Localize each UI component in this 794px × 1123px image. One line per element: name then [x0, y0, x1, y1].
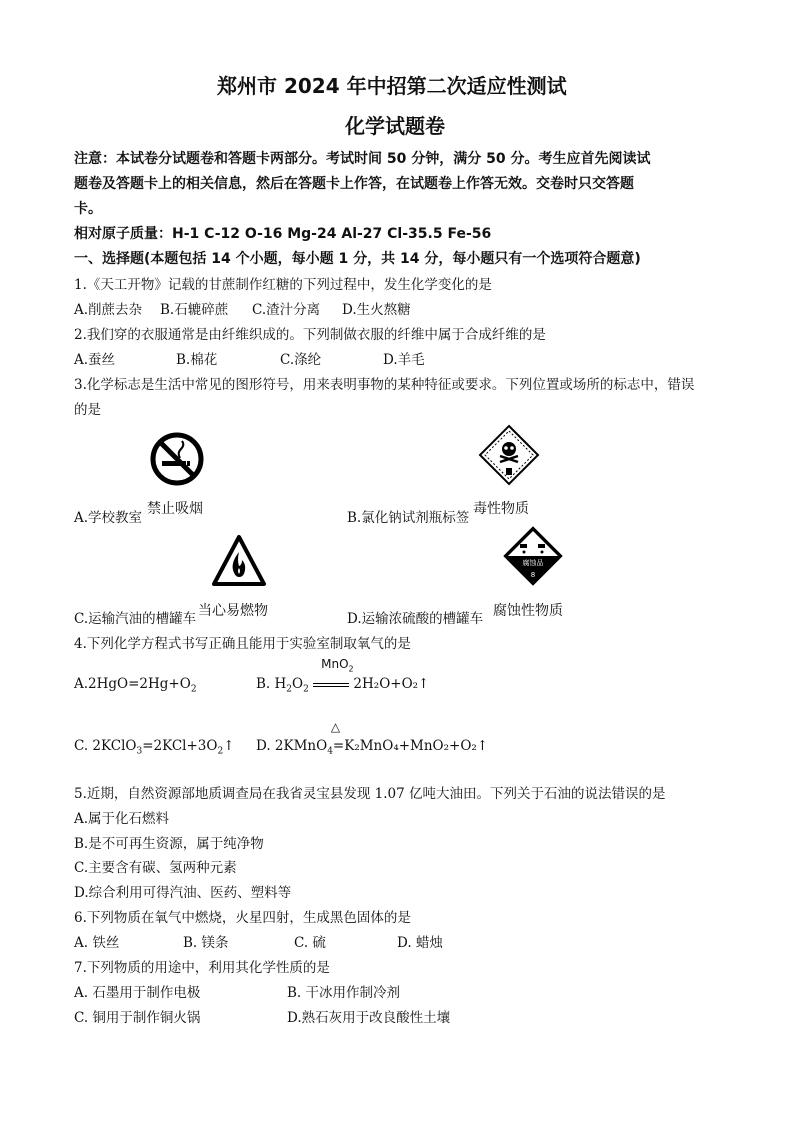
q4-d-heat-triangle: △ — [330, 720, 341, 734]
q5-option-c: C.主要含有碳、氢两种元素 — [74, 860, 237, 876]
q4-c-sub-2: 2 — [217, 746, 224, 757]
q4-a-equation: A.2HgO=2Hg+O — [74, 676, 191, 692]
question-3-stem-line-1: 3.化学标志是生活中常见的图形符号，用来表明事物的某种特征或要求。下列位置或场所的标志中，错误 — [74, 377, 695, 393]
q6-option-d: D. 蜡烛 — [397, 935, 443, 951]
q4-a-subscript: 2 — [190, 684, 197, 695]
corrosive-substance-sign-icon — [502, 525, 564, 587]
q2-option-b: B.棉花 — [176, 352, 218, 368]
svg-text:8: 8 — [530, 571, 536, 579]
q3-sign-a-caption: 禁止吸烟 — [147, 501, 203, 517]
q7-option-c: C. 铜用于制作铜火锅 — [74, 1010, 201, 1026]
q3-sign-b-caption: 毒性物质 — [473, 501, 529, 517]
question-6-stem: 6.下列物质在氧气中燃烧，火星四射，生成黑色固体的是 — [74, 910, 411, 926]
q4-b-reaction-arrow — [313, 656, 354, 692]
q7-option-a: A. 石墨用于制作电极 — [74, 985, 201, 1001]
question-4-stem: 4.下列化学方程式书写正确且能用于实验室制取氧气的是 — [74, 636, 411, 652]
q2-option-a: A.蚕丝 — [74, 352, 116, 368]
q4-b-products: 2H₂O+O₂↑ — [353, 676, 430, 692]
question-2-stem: 2.我们穿的衣服通常是由纤维织成的。下列制做衣服的纤维中属于合成纤维的是 — [74, 327, 546, 343]
q4-c-products: =2KCl+3O — [142, 738, 218, 754]
q3-option-c: C.运输汽油的槽罐车 — [74, 611, 197, 627]
q5-option-a: A.属于化石燃料 — [74, 811, 170, 827]
q4-b-catalyst — [321, 657, 354, 673]
section-heading: 一、选择题(本题包括 14 个小题，每小题 1 分，共 14 分，每小题只有一个选项符合题意) — [74, 251, 641, 267]
exam-title: 郑州市 2024 年中招第二次适应性测试 — [217, 74, 567, 98]
q7-option-b: B. 干冰用作制冷剂 — [287, 985, 401, 1001]
q4-d-sub: 4 — [327, 746, 333, 757]
q4-option-b — [256, 656, 430, 695]
corrosive-sign-inner-text: 腐蚀品 — [522, 559, 544, 567]
no-smoking-sign-icon — [150, 432, 204, 486]
exam-subtitle: 化学试题卷 — [345, 114, 445, 138]
q2-option-d: D.羊毛 — [383, 352, 425, 368]
q6-option-c: C. 硫 — [294, 935, 326, 951]
q4-d-products: =K₂MnO₄+MnO₂+O₂↑ — [332, 738, 489, 754]
q4-b-catalyst-text: MnO — [321, 656, 349, 671]
q4-c-gas-arrow: ↑ — [223, 738, 235, 754]
q4-b-reactant-o: O — [292, 676, 304, 692]
flammable-warning-sign-icon — [211, 534, 267, 588]
notice-line-3: 卡。 — [74, 201, 102, 217]
q1-option-d: D.生火熬糖 — [342, 302, 411, 318]
q5-option-b: B.是不可再生资源，属于纯净物 — [74, 836, 264, 852]
q3-option-b: B.氯化钠试剂瓶标签 — [347, 510, 470, 526]
toxic-substance-sign-icon — [478, 424, 540, 486]
atomic-mass-line: 相对原子质量：H-1 C-12 O-16 Mg-24 Al-27 Cl-35.5 Fe-56 — [74, 226, 492, 242]
q4-d-reactant: D. 2KMnO — [256, 738, 328, 754]
q3-sign-d-caption: 腐蚀性物质 — [493, 603, 563, 619]
q6-option-b: B. 镁条 — [183, 935, 229, 951]
q4-b-sub-1: 2 — [286, 684, 293, 695]
q1-option-a: A.削蔗去杂 — [74, 302, 143, 318]
q4-option-d — [256, 720, 489, 757]
q1-option-b: B.石辘碎蔗 — [160, 302, 229, 318]
question-5-stem: 5.近期，自然资源部地质调查局在我省灵宝县发现 1.07 亿吨大油田。下列关于石油的说法错误的是 — [74, 786, 666, 802]
q4-option-a — [74, 676, 197, 695]
question-3-stem-line-2: 的是 — [74, 402, 101, 418]
q3-option-a: A.学校教室 — [74, 510, 143, 526]
q2-option-c: C.涤纶 — [280, 352, 322, 368]
q3-option-d: D.运输浓硫酸的槽罐车 — [347, 611, 484, 627]
q7-option-d: D.熟石灰用于改良酸性土壤 — [287, 1010, 451, 1026]
q4-b-sub-2: 2 — [303, 684, 309, 695]
question-1-stem: 1.《天工开物》记载的甘蔗制作红糖的下列过程中，发生化学变化的是 — [74, 277, 492, 293]
notice-line-1: 注意：本试卷分试题卷和答题卡两部分。考试时间 50 分钟，满分 50 分。考生应首先阅读试 — [74, 151, 651, 167]
q4-d-products-with-heat — [330, 720, 489, 754]
q4-c-sub-1: 3 — [136, 746, 143, 757]
notice-line-2: 题卷及答题卡上的相关信息，然后在答题卡上作答，在试题卷上作答无效。交卷时只交答题 — [74, 176, 634, 192]
question-7-stem: 7.下列物质的用途中，利用其化学性质的是 — [74, 960, 330, 976]
q4-b-reactant: B. H — [256, 676, 287, 692]
q4-option-c — [74, 738, 235, 757]
q5-option-d: D.综合利用可得汽油、医药、塑料等 — [74, 885, 292, 901]
q6-option-a: A. 铁丝 — [74, 935, 120, 951]
q4-c-reactant: C. 2KClO — [74, 738, 137, 754]
q1-option-c: C.渣汁分离 — [252, 302, 321, 318]
q3-sign-c-caption: 当心易燃物 — [198, 603, 268, 619]
q4-b-catalyst-sub: 2 — [348, 663, 354, 673]
